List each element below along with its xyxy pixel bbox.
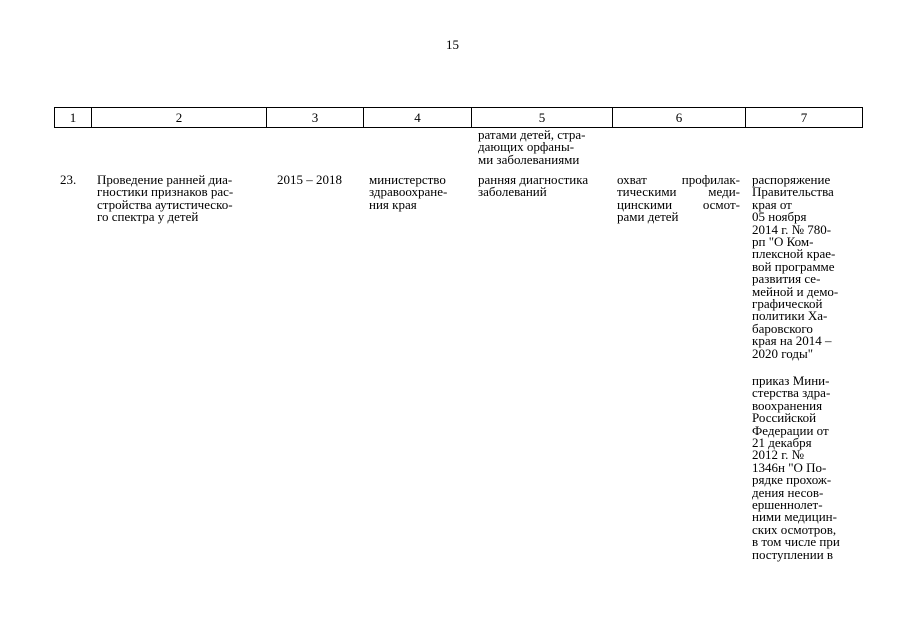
- responsible-executor: министерство здравоохране- ния края: [369, 172, 448, 212]
- indicator-line-3: цинскими осмот-: [617, 196, 740, 212]
- legal-basis-order-1: распоряжение Правительства края от 05 ноября 2014 г. № 780- рп "О Ком- плексной крае- вой программе развития се- мейной и демо- графической политики Ха- баровского края на 2014 – 2020 годы": [752, 172, 839, 361]
- header-col-1: 1: [55, 108, 92, 128]
- header-row: [55, 108, 863, 128]
- header-col-5: 5: [472, 108, 613, 128]
- header-col-6: 6: [613, 108, 746, 128]
- indicator-line-2: тическими меди-: [617, 184, 740, 200]
- indicator-line-1: охват профилак-: [617, 172, 740, 187]
- table-header: [54, 107, 863, 128]
- indicator-text: [617, 174, 740, 224]
- continuation-col5-text: ратами детей, стра- дающих орфаны- ми заболеваниями: [478, 127, 586, 167]
- header-col-2: 2: [92, 108, 267, 128]
- expected-result: ранняя диагностика заболеваний: [478, 172, 589, 200]
- header-col-4: 4: [364, 108, 472, 128]
- row-number: 23.: [60, 172, 77, 187]
- measure-title: Проведение ранней диа- гностики признаков рас- стройства аутистическо- го спектра у детей: [97, 172, 234, 225]
- period: 2015 – 2018: [277, 172, 342, 187]
- indicator-line-4: рами детей: [617, 209, 679, 225]
- header-col-3: 3: [267, 108, 364, 128]
- page-number: 15: [446, 37, 459, 52]
- header-col-7: 7: [746, 108, 863, 128]
- legal-basis-order-2: приказ Мини- стерства здра- воохранения Российской Федерации от 21 декабря 2012 г. № 1346н "О По- рядке прохож- дения несов- ершеннолет- ними медицин- ских осмотров, в том числе при поступлении в: [752, 373, 840, 562]
